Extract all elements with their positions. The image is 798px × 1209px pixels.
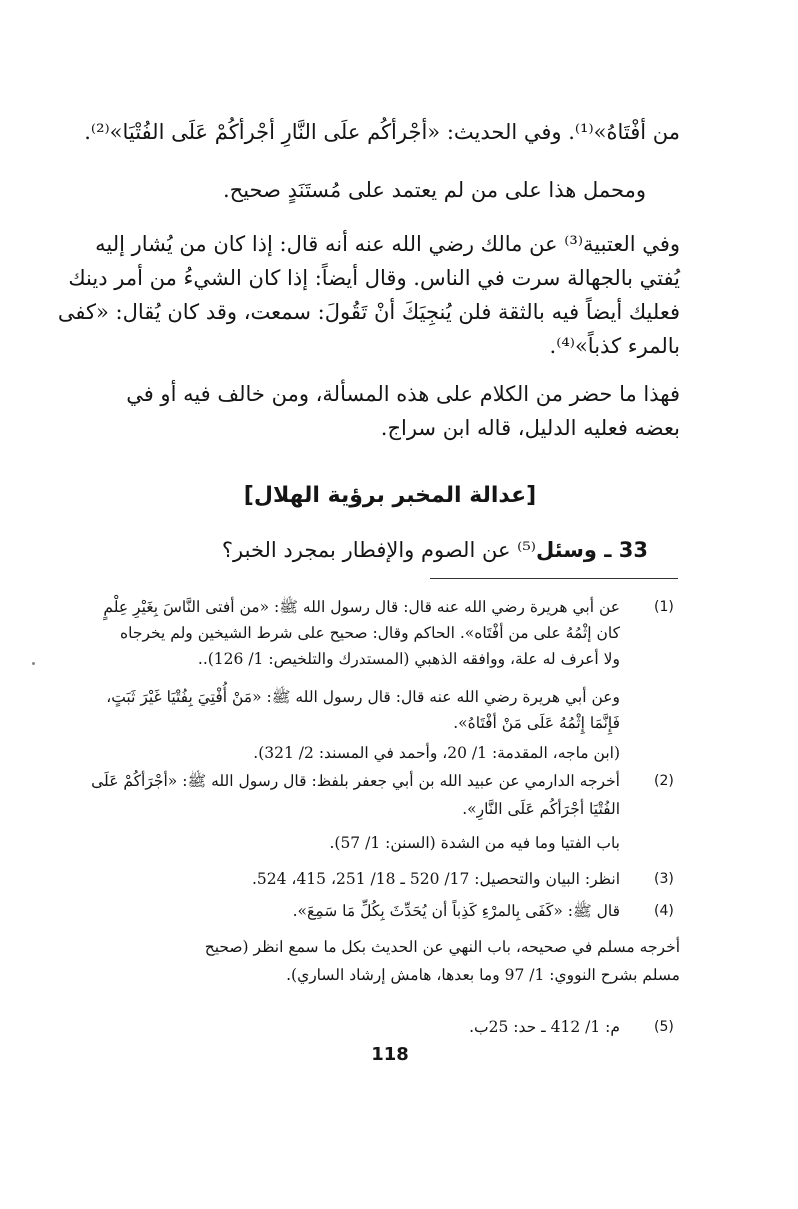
question-footnote-mark: ⁽⁵⁾	[517, 538, 536, 562]
footnote-line-6: (ابن ماجه، المقدمة: 1/ 20، وأحمد في المسند: 2/ 321).	[253, 744, 620, 762]
section-heading: [عدالة المخبر برؤية الهلال]	[243, 483, 537, 508]
footnote-line-10: انظر: البيان والتحصيل: 17/ 520 ـ 18/ 251، 415، 524.	[251, 870, 620, 888]
footnote-separator	[430, 578, 678, 579]
body-line-4: يُفتي بالجهالة سرت في الناس. وقال أيضاً: إذا كان الشيءُ من أمر دينك	[68, 266, 680, 290]
body-line-8: بعضه فعليه الدليل، قاله ابن سراج.	[380, 416, 680, 440]
footnote-number-2: (2)	[654, 773, 674, 789]
footnote-line-5: فَإِنَّمَا إِثْمُهُ عَلَى مَنْ أفْتَاهُ».	[453, 714, 620, 732]
footnote-number-4: (4)	[654, 903, 674, 919]
footnote-line-8: الفُتْيَا أجْرَأكُم عَلَى النَّارِ».	[462, 800, 620, 818]
footnote-line-3: ولا أعرف له علة، ووافقه الذهبي (المستدرك والتلخيص: 1/ 126)..	[197, 650, 620, 668]
footnote-line-7: أخرجه الدارمي عن عبيد الله بن أبي جعفر بلفظ: قال رسول الله ﷺ: «أجْرَأكُمْ عَلَى	[91, 772, 620, 790]
footnote-line-9: باب الفتيا وما فيه من الشدة (السنن: 1/ 57).	[329, 834, 620, 852]
body-line-3: وفي العتبية⁽³⁾ عن مالك رضي الله عنه أنه قال: إذا كان من يُشار إليه	[95, 232, 680, 256]
body-line-6: بالمرء كذباً»⁽⁴⁾.	[549, 334, 680, 358]
scan-speck	[32, 662, 35, 665]
footnote-line-13: مسلم بشرح النووي: 1/ 97 وما بعدها، هامش إرشاد الساري).	[286, 966, 680, 984]
footnote-line-11: قال ﷺ: «كَفَى بِالمرْءِ كَذِباً أن يُحَدِّثَ بِكُلِّ مَا سَمِعَ».	[292, 902, 620, 920]
footnote-number-1: (1)	[654, 599, 674, 615]
page-number: 118	[371, 1044, 409, 1065]
footnote-number-3: (3)	[654, 871, 674, 887]
footnote-line-1: عن أبي هريرة رضي الله عنه قال: قال رسول الله ﷺ: «من أفتى النَّاسَ بِغَيْرِ عِلْمٍ	[103, 598, 620, 616]
body-line-1: من أفْتَاهُ»⁽¹⁾. وفي الحديث: «أجْرأكُم علَى النَّارِ أجْرأكُمْ عَلَى الفُتْيَا»⁽²⁾.	[84, 120, 680, 144]
question-number: 33 ـ وسئل	[535, 538, 648, 562]
question-line	[222, 534, 648, 566]
footnote-line-14: م: 1/ 412 ـ حد: 25ب.	[469, 1018, 620, 1036]
footnote-number-5: (5)	[654, 1019, 674, 1035]
footnote-line-4: وعن أبي هريرة رضي الله عنه قال: قال رسول الله ﷺ: «مَنْ أُفْتِيَ بِفُتْيَا غَيْرَ ثَبَتٍ،	[106, 688, 620, 706]
body-line-7: فهذا ما حضر من الكلام على هذه المسألة، ومن خالف فيه أو في	[126, 382, 680, 406]
question-text: عن الصوم والإفطار بمجرد الخبر؟	[221, 538, 518, 562]
body-line-2: ومحمل هذا على من لم يعتمد على مُستَنَدٍ صحيح.	[222, 178, 646, 202]
body-line-5: فعليك أيضاً فيه بالثقة فلن يُنجِيَكَ أنْ تَقُولَ: سمعت، وقد كان يُقال: «كفى	[57, 300, 680, 324]
footnote-line-12: أخرجه مسلم في صحيحه، باب النهي عن الحديث بكل ما سمع انظر (صحيح	[204, 938, 680, 956]
footnote-line-2: كان إثْمُهُ على من أفْتَاه». الحاكم وقال: صحيح على شرط الشيخين ولم يخرجاه	[120, 624, 620, 642]
